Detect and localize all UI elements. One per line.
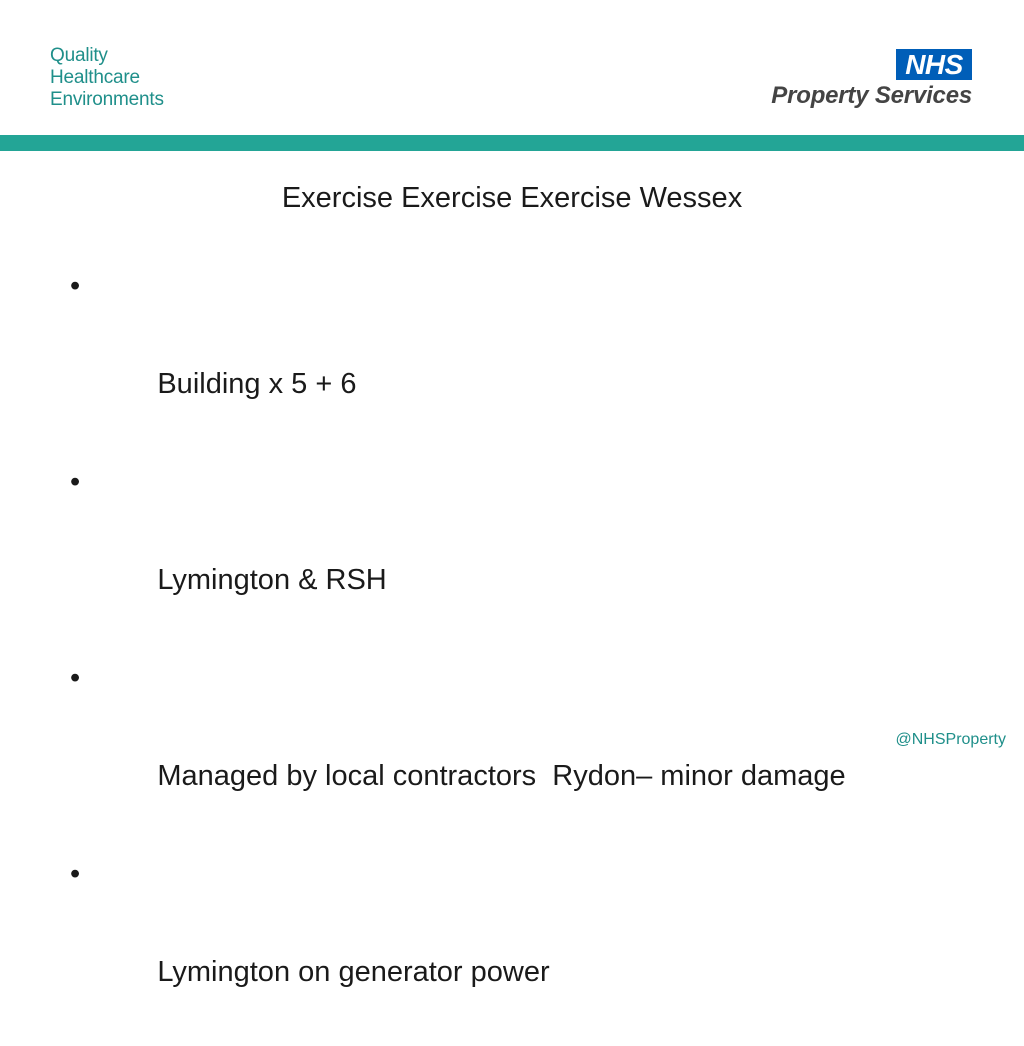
tagline-line-3: Environments (50, 89, 164, 110)
nhs-badge: NHS (896, 49, 972, 80)
bullet-text: Building x 5 + 6 (157, 368, 357, 400)
logo-org-name: Property Services (771, 82, 972, 109)
bullet-marker: • (70, 858, 81, 890)
bullet-marker: • (70, 662, 81, 694)
tagline-line-2: Healthcare (50, 67, 140, 88)
nhs-property-services-logo (762, 49, 972, 113)
brand-tagline (50, 45, 164, 111)
bullet-list (70, 262, 970, 1046)
twitter-handle: @NHSProperty (895, 731, 1006, 748)
bullet-marker: • (70, 270, 81, 302)
tagline-line-1: Quality (50, 45, 108, 66)
bullet-marker: • (70, 466, 81, 498)
slide-title: Exercise Exercise Exercise Wessex (281, 182, 743, 214)
bullet-text: Lymington on generator power (157, 956, 550, 988)
header-divider-band (0, 135, 1024, 151)
bullet-text: Lymington & RSH (157, 564, 387, 596)
bullet-item (70, 654, 970, 850)
bullet-text: Managed by local contractors Rydon– minor damage (157, 760, 846, 792)
bullet-item (70, 458, 970, 654)
bullet-item (70, 850, 970, 1046)
bullet-item (70, 262, 970, 458)
